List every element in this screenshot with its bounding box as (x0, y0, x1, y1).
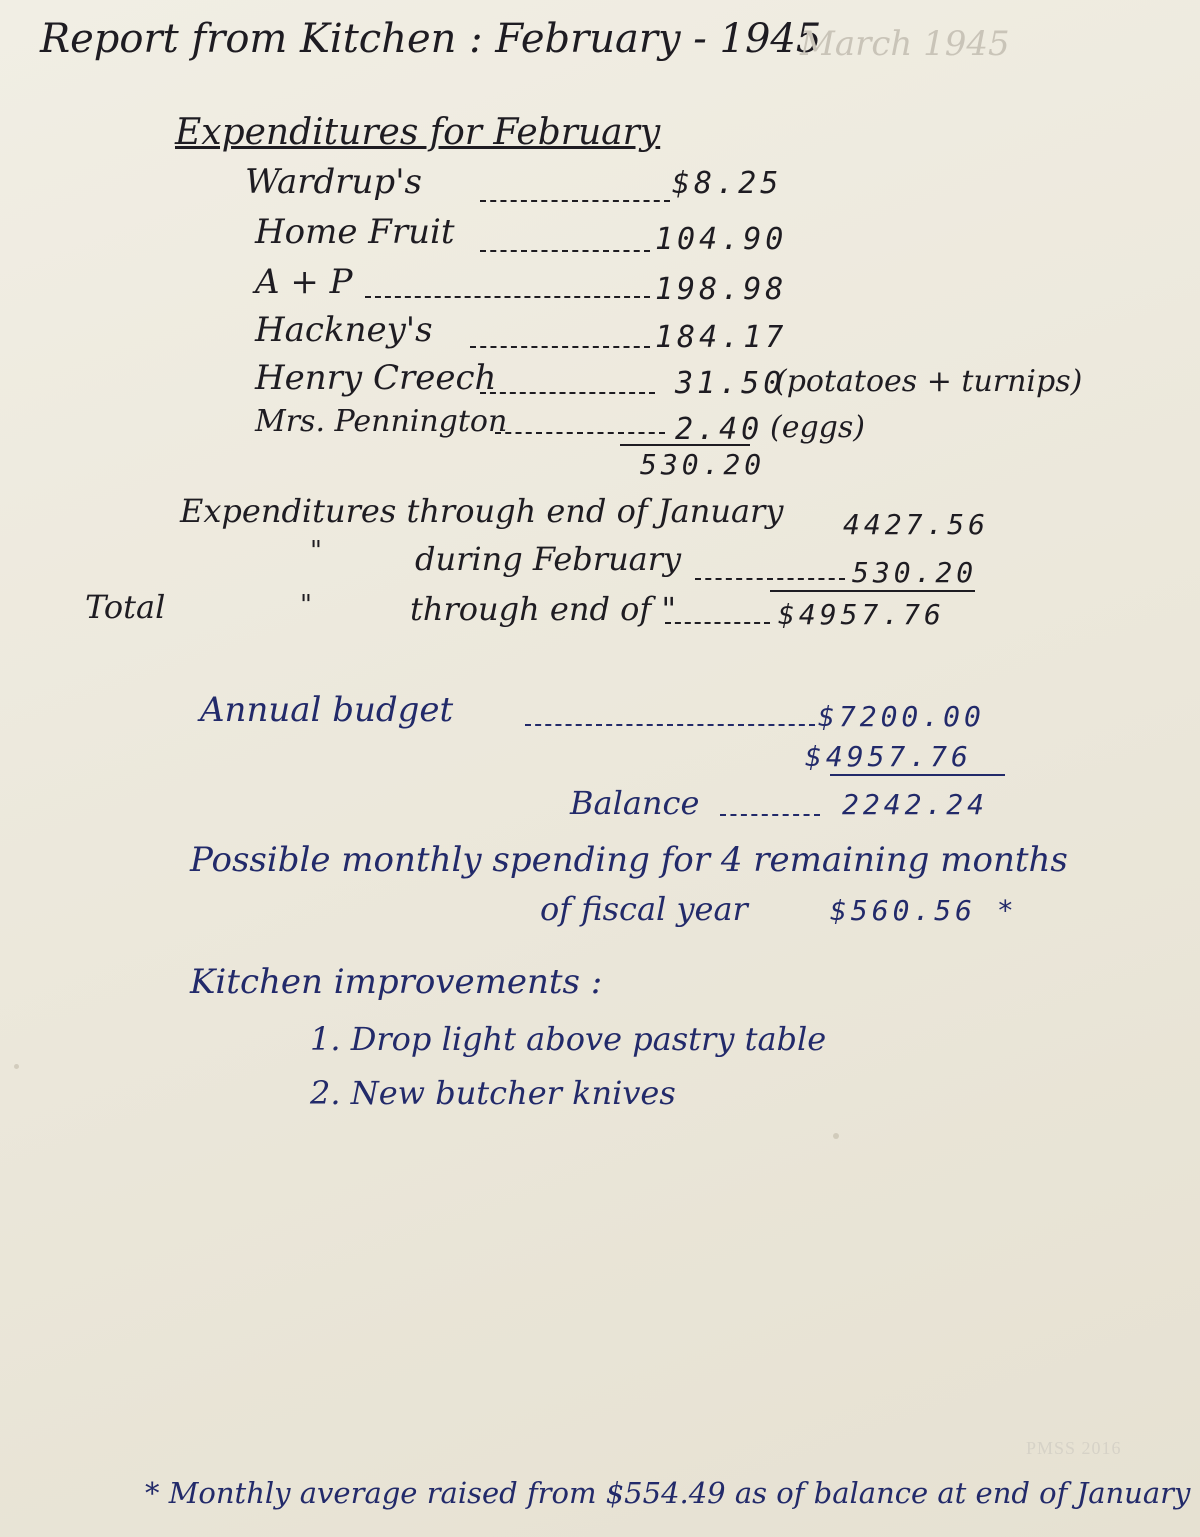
leader-dashes (665, 622, 770, 624)
expense-amount: 31.50 (675, 366, 786, 401)
expense-note: (eggs) (770, 410, 865, 445)
possible-spending-line: Possible monthly spending for 4 remaining months (190, 840, 1068, 880)
annual-budget-label: Annual budget (200, 690, 454, 730)
through-january-amount: 4427.56 (843, 508, 990, 541)
possible-spending-amount: $560.56 * (830, 894, 1018, 927)
expense-note: (potatoes + turnips) (775, 364, 1083, 399)
ink-spot (833, 1133, 839, 1139)
expenditures-heading: Expenditures for February (175, 112, 661, 153)
sum-rule (770, 590, 975, 592)
expense-amount: 184.17 (655, 320, 788, 355)
faint-overwritten-title: March 1945 (800, 24, 1010, 64)
leader-dashes (365, 296, 650, 298)
ditto-mark: " (300, 590, 312, 620)
archive-stamp: PMSS 2016 (1026, 1438, 1122, 1458)
vendor-name: Wardrup's (245, 162, 422, 202)
during-february-amount: 530.20 (852, 556, 978, 589)
balance-label: Balance (570, 784, 700, 822)
sum-rule (620, 444, 750, 446)
leader-dashes (480, 392, 655, 394)
vendor-name: Hackney's (255, 310, 433, 350)
during-february-label: during February (415, 540, 682, 578)
through-february-amount: $4957.76 (778, 598, 945, 631)
vendor-name: Henry Creech (255, 358, 497, 398)
leader-dashes (470, 346, 650, 348)
expense-subtotal: 530.20 (640, 448, 766, 481)
expense-amount: 198.98 (655, 272, 788, 307)
sum-rule (830, 774, 1005, 776)
leader-dashes (695, 578, 845, 580)
balance-amount: 2242.24 (842, 788, 989, 821)
vendor-name: Mrs. Pennington (255, 404, 508, 439)
fiscal-year-line: of fiscal year (540, 890, 748, 928)
ditto-mark: " (310, 536, 322, 566)
leader-dashes (480, 200, 670, 202)
footnote: * Monthly average raised from $554.49 as of balance at end of January (145, 1476, 1191, 1510)
leader-dashes (480, 250, 650, 252)
annual-budget-amount: $7200.00 (818, 700, 985, 733)
leader-dashes (525, 724, 815, 726)
document-title: Report from Kitchen : February - 1945 (40, 16, 822, 62)
improvements-heading: Kitchen improvements : (190, 962, 603, 1002)
ink-spot (14, 1064, 19, 1069)
improvement-item: 2. New butcher knives (310, 1074, 676, 1112)
total-label: Total (85, 588, 166, 626)
leader-dashes (720, 814, 820, 816)
improvement-item: 1. Drop light above pastry table (310, 1020, 827, 1058)
spent-amount: $4957.76 (805, 740, 972, 773)
vendor-name: A + P (255, 262, 353, 302)
through-january-label: Expenditures through end of January (180, 492, 784, 530)
expense-amount: $8.25 (672, 166, 783, 201)
vendor-name: Home Fruit (255, 212, 455, 252)
leader-dashes (495, 432, 665, 434)
expense-amount: 104.90 (655, 222, 788, 257)
through-february-label: through end of " (410, 590, 677, 628)
expense-amount: 2.40 (675, 412, 764, 447)
